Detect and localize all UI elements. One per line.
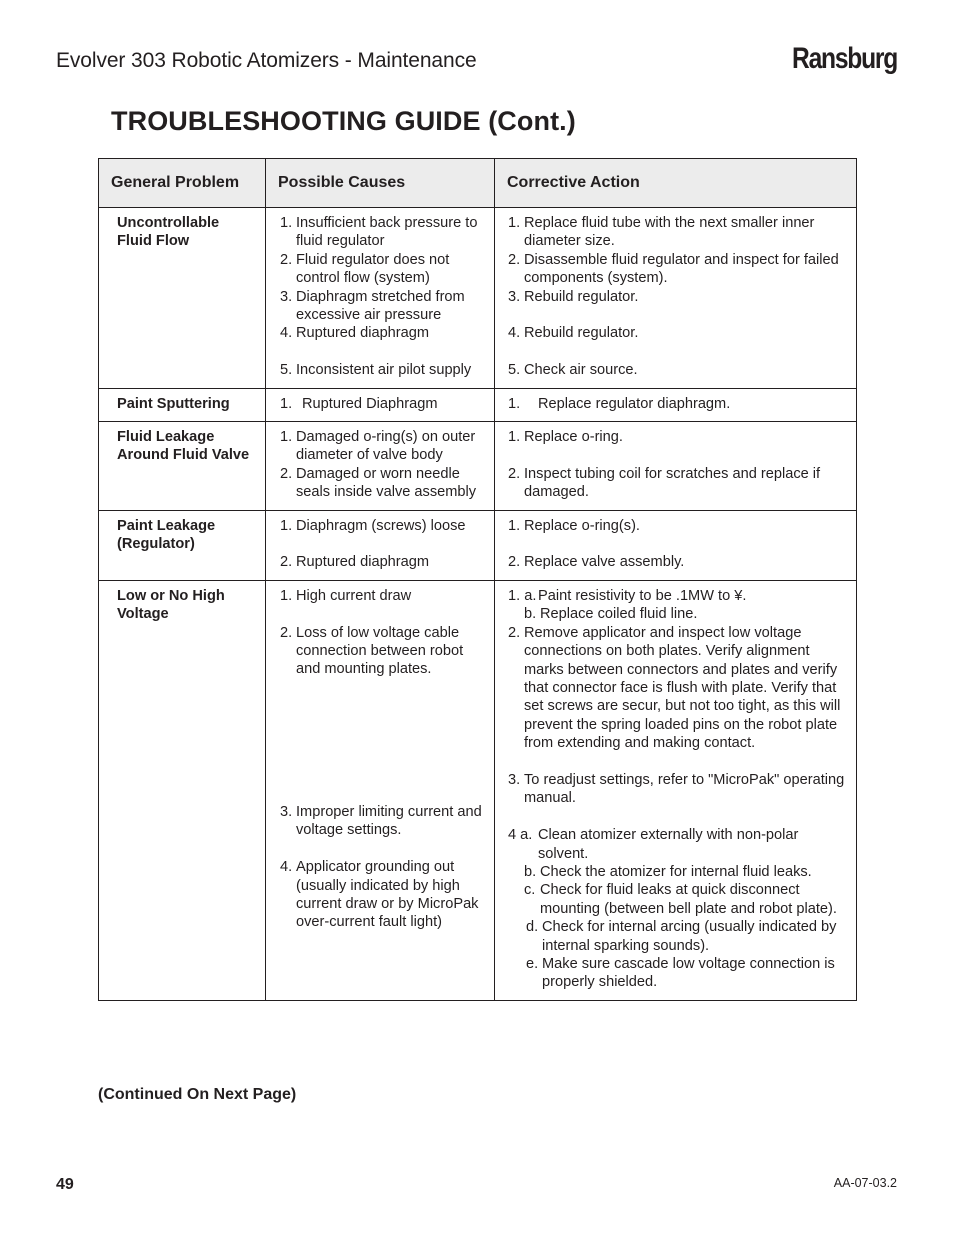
list-item: 2. Disassemble fluid regulator and inspect for failed components (system). bbox=[508, 251, 839, 287]
actions-cell bbox=[495, 510, 857, 580]
list-item: 1. Replace o-ring. bbox=[508, 429, 623, 446]
list-item: 4. Rebuild regulator. bbox=[508, 325, 639, 342]
causes-cell bbox=[266, 388, 495, 421]
list-item: 3. Diaphragm stretched from excessive air pressure bbox=[280, 288, 465, 324]
list-item: 2. Inspect tubing coil for scratches and replace if damaged. bbox=[508, 465, 821, 501]
causes-cell bbox=[266, 422, 495, 511]
actions-cell bbox=[495, 580, 857, 1000]
list-item: 1. Replace o-ring(s). bbox=[508, 517, 640, 534]
table-row bbox=[99, 388, 857, 421]
problem-cell: Low or No High Voltage bbox=[99, 580, 266, 1000]
list-item: 4 a. Clean atomizer externally with non-polar solvent. bbox=[508, 827, 799, 862]
table-row bbox=[99, 510, 857, 580]
document-code: AA-07-03.2 bbox=[833, 1176, 897, 1190]
list-item: 1. Ruptured Diaphragm bbox=[280, 395, 438, 412]
causes-cell bbox=[266, 208, 495, 389]
list-item: 4. Ruptured diaphragm bbox=[280, 325, 430, 342]
list-item: 2. Replace valve assembly. bbox=[508, 554, 685, 571]
list-item: b. Check the atomizer for internal fluid leaks. bbox=[524, 863, 812, 880]
list-item: 3. To readjust settings, refer to "MicroPak" operating manual. bbox=[508, 771, 845, 807]
continued-note: (Continued On Next Page) bbox=[98, 1086, 297, 1103]
list-item: 1. High current draw bbox=[280, 587, 412, 604]
list-item: 2. Ruptured diaphragm bbox=[280, 554, 430, 571]
list-item: 1. Insufficient back pressure to fluid regulator bbox=[280, 215, 478, 250]
problem-cell: Fluid Leakage Around Fluid Valve bbox=[99, 422, 266, 511]
list-item: 2. Loss of low voltage cable connection between robot and mounting plates. bbox=[280, 624, 464, 678]
list-item: 1. Damaged o-ring(s) on outer diameter of valve body bbox=[280, 429, 476, 464]
column-header-possible-causes: Possible Causes bbox=[266, 159, 495, 208]
list-item: 4. Applicator grounding out (usually indicated by high current draw or by MicroPak over-current fault light) bbox=[280, 859, 479, 931]
list-item: 2. Damaged or worn needle seals inside valve assembly bbox=[280, 465, 477, 501]
list-item: 2. Fluid regulator does not control flow (system) bbox=[280, 251, 450, 287]
list-item: 3. Rebuild regulator. bbox=[508, 288, 639, 305]
list-item: c. Check for fluid leaks at quick disconnect mounting (between bell plate and robot plate). bbox=[524, 882, 837, 917]
page-title: TROUBLESHOOTING GUIDE (Cont.) bbox=[111, 106, 576, 136]
list-item: 1. a. Paint resistivity to be .1MW to ¥. bbox=[508, 587, 747, 604]
causes-cell bbox=[266, 510, 495, 580]
problem-cell: Uncontrollable Fluid Flow bbox=[99, 208, 266, 389]
problem-cell: Paint Sputtering bbox=[99, 388, 266, 421]
causes-cell bbox=[266, 580, 495, 1000]
list-item: e. Make sure cascade low voltage connection is properly shielded. bbox=[526, 955, 835, 991]
list-item: 3. Improper limiting current and voltage settings. bbox=[280, 803, 482, 839]
actions-cell bbox=[495, 208, 857, 389]
actions-cell bbox=[495, 422, 857, 511]
document-header-title: Evolver 303 Robotic Atomizers - Maintenance bbox=[56, 49, 477, 72]
problem-cell: Paint Leakage (Regulator) bbox=[99, 510, 266, 580]
list-item: b. Replace coiled fluid line. bbox=[524, 606, 698, 623]
list-item: 2. Remove applicator and inspect low voltage connections on both plates. Verify alignment marks between connectors and plates and verify that connector face is flush with plate. Verify that set screws are secur, but not too tight, as this will prevent the spring loaded pins on the robot plate from extending and making contact. bbox=[508, 624, 841, 752]
troubleshooting-table bbox=[98, 158, 857, 1001]
ransburg-logo: Ransburg bbox=[792, 42, 897, 75]
list-item: 1. Diaphragm (screws) loose bbox=[280, 517, 466, 534]
table-row bbox=[99, 208, 857, 389]
list-item: 5. Inconsistent air pilot supply bbox=[280, 362, 472, 379]
table-row bbox=[99, 422, 857, 511]
actions-cell bbox=[495, 388, 857, 421]
list-item: 5. Check air source. bbox=[508, 362, 638, 379]
table-header-row bbox=[99, 159, 857, 208]
list-item: 1. Replace regulator diaphragm. bbox=[508, 395, 731, 412]
list-item: 1. Replace fluid tube with the next smaller inner diameter size. bbox=[508, 215, 815, 250]
table-row bbox=[99, 580, 857, 1000]
page-number: 49 bbox=[56, 1176, 74, 1193]
column-header-general-problem: General Problem bbox=[99, 159, 266, 208]
column-header-corrective-action: Corrective Action bbox=[495, 159, 857, 208]
list-item: d. Check for internal arcing (usually indicated by internal sparking sounds). bbox=[526, 919, 837, 954]
